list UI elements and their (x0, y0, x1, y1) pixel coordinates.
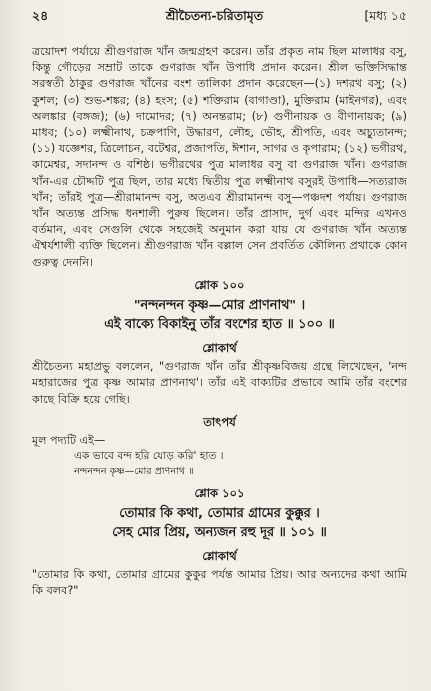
verse-100-translation-heading: শ্লোকার্থ (202, 341, 237, 356)
purport-intro: মূল পদ্যটি এই— (32, 434, 106, 448)
verse-100-translation: শ্রীচৈতন্য মহাপ্রভু বললেন, "গুণরাজ খাঁন তাঁর শ্রীকৃষ্ণবিজয় গ্রন্থে লিখেছেন, 'নন্দ মহারাজের পুত্র কৃষ্ণ আমার প্রাণনাথ'। তাঁর এই বাক্যটির প্রভাবে আমি তাঁর বংশের কাছে বিক্রি হয়ে গেছি। (32, 360, 407, 406)
page-body (32, 44, 407, 600)
quoted-line-1: এক ভাবে বন্দ হরি যোড় করি' হাত । (74, 450, 224, 463)
verse-101-line-2: সেহ মোর প্রিয়, অন্যজন রহু দূর ॥ ১০১ ॥ (112, 524, 327, 540)
verse-101-line-1: তোমার কি কথা, তোমার গ্রামের কুক্কুর । (119, 505, 320, 521)
verse-100-line-2: এই বাক্যে বিকাইনু তাঁর বংশের হাত ॥ ১০০ ॥ (104, 317, 335, 333)
quoted-line-2: নন্দনন্দন কৃষ্ণ—মোর প্রাণনাথ ॥ (74, 465, 194, 477)
page-number: ২৪ (32, 8, 49, 23)
verse-101-heading: শ্লোক ১০১ (194, 485, 245, 500)
section-label: [মধ্য ১৫ (364, 8, 407, 23)
book-title: শ্রীচৈতন্য-চরিতামৃত (165, 8, 264, 23)
verse-100-heading: শ্লোক ১০০ (194, 277, 245, 292)
commentary-paragraph: ত্রয়োদশ পর্যায়ে শ্রীগুণরাজ খাঁন জন্মগ্রহণ করেন। তাঁর প্রকৃত নাম ছিল মালাধর বসু, কিন্তু গৌড়ের সম্রাট তাকে গুণরাজ খাঁন উপাধি প্রদান করেন। শ্রীল ভক্তিসিদ্ধান্ত সরস্বতী ঠাকুর গুণরাজ খাঁনের বংশ তালিকা প্রদান করেছেন—(১) দশরথ বসু; (২) কুশল; (৩) শুভ-শঙ্কর; (৪) হংস; (৫) শক্তিরাম (বাগাণ্ডা), মুক্তিরাম (মাইনগর), এবং অলঙ্কার (বঙ্গজ); (৬) দামোদর; (৭) অনন্তরাম; (৮) গুণীনায়ক ও বীণানায়ক; (৯) মাধব; (১০) লক্ষ্মীনাথ, চক্রপাণি, উদ্ধারণ, লৌহ, ভৌহ, শ্রীপতি, এবং অচ্যুতানন্দ; (১১) যজ্ঞেশর, ত্রিলোচন, বটেশ্বর, প্রজাপতি, ঈশান, সাগর ও কৃপারাম; (১২) ভগীরথ, কামেশ্বর, সদানন্দ ও বশিষ্ঠ। ভগীরথের পুত্র মালাধর বসু বা গুণরাজ খাঁন। গুণরাজ খাঁন-এর চৌদ্দটি পুত্র ছিল, তার মধ্যে দ্বিতীয় পুত্র লক্ষ্মীনাথ বসুরই উপাধি—সত্যরাজ খাঁন; তাঁরই পুত্র—শ্রীরামানন্দ বসু, অতএব শ্রীরামানন্দ বসু—পঞ্চদশ পর্যায়। গুণরাজ খাঁন অত্যন্ত প্রসিদ্ধ ধনশালী পুরুষ ছিলেন। তাঁর প্রাসাদ, দুর্গ এবং মন্দির এখনও বর্তমান, এবং সেগুলি থেকে সহজেই অনুমান করা যায় যে গুণরাজ খাঁন অত্যন্ত ঐশ্বর্যশালী ব্যক্তি ছিলেন। শ্রীগুণরাজ খাঁন বল্লাল সেন প্রবর্তিত কৌলিন্য প্রথাকে কোন গুরুত্ব দেননি। (32, 45, 407, 269)
verse-101-translation-heading: শ্লোকার্থ (202, 548, 237, 563)
verse-101-translation: "তোমার কি কথা, তোমার গ্রামের কুকুর পর্যন্ত আমার প্রিয়। আর অন্যদের কথা আমি কি বলব?" (32, 568, 407, 598)
purport-heading: তাৎপর্য (203, 414, 236, 429)
verse-100-line-1: "নন্দনন্দন কৃষ্ণ—মোর প্রাণনাথ" । (133, 298, 306, 314)
running-header (32, 0, 407, 30)
